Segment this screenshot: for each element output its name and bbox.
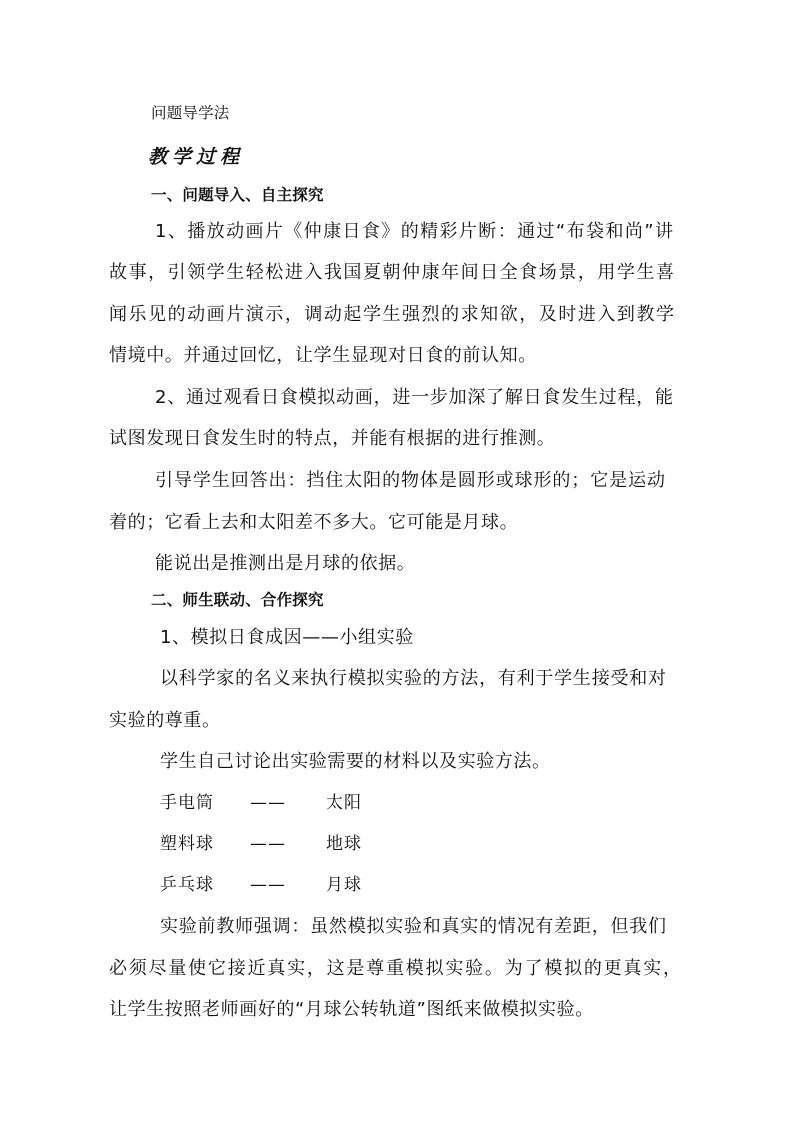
material-dash: ——: [250, 793, 286, 813]
p5-line-2: 实验的尊重。: [109, 710, 221, 731]
p5-line-1: 以科学家的名义来执行模拟实验的方法，有利于学生接受和对: [160, 668, 666, 689]
p2-line-1: 2、通过观看日食模拟动画，进一步加深了解日食发生过程，能: [155, 387, 673, 408]
p1-line-4: 情境中。并通过回忆，让学生显现对日食的前认知。: [109, 345, 537, 366]
heading-section-1: 一、问题导入、自主探究: [151, 186, 324, 204]
p1-line-3: 闻乐见的动画片演示，调动起学生强烈的求知欲，及时进入到教学: [109, 304, 674, 325]
heading-section-2: 二、师生联动、合作探究: [151, 591, 324, 609]
p1-line-2: 故事，引领学生轻松进入我国夏朝仲康年间日全食场景，用学生喜: [109, 262, 674, 283]
section-title-teaching-process: 教学过程: [148, 146, 245, 168]
p3-line-1: 引导学生回答出：挡住太阳的物体是圆形或球形的；它是运动: [155, 470, 665, 491]
material-target: 月球: [326, 875, 362, 895]
material-item: 乒乓球: [160, 875, 214, 895]
p4: 能说出是推测出是月球的依据。: [155, 553, 416, 574]
p7-line-1: 实验前教师强调：虽然模拟实验和真实的情况有差距，但我们: [160, 916, 666, 937]
material-target: 地球: [326, 834, 362, 854]
p7-line-3: 让学生按照老师画好的“月球公转轨道”图纸来做模拟实验。: [109, 999, 594, 1020]
material-item: 塑料球: [160, 834, 214, 854]
p2-line-2: 试图发现日食发生时的特点，并能有根据的进行推测。: [109, 428, 556, 449]
material-item: 手电筒: [160, 793, 214, 813]
teaching-method: 问题导学法: [151, 104, 230, 122]
material-dash: ——: [250, 834, 286, 854]
p6: 学生自己讨论出实验需要的材料以及实验方法。: [160, 751, 551, 772]
p7-line-2: 必须尽量使它接近真实，这是尊重模拟实验。为了模拟的更真实，: [109, 958, 681, 979]
material-target: 太阳: [326, 793, 362, 813]
p3-line-2: 着的；它看上去和太阳差不多大。它可能是月球。: [109, 512, 519, 533]
material-dash: ——: [250, 875, 286, 895]
subheading-1: 1、模拟日食成因——小组实验: [160, 627, 414, 648]
p1-line-1: 1、播放动画片《仲康日食》的精彩片断：通过“布袋和尚”讲: [155, 221, 673, 242]
